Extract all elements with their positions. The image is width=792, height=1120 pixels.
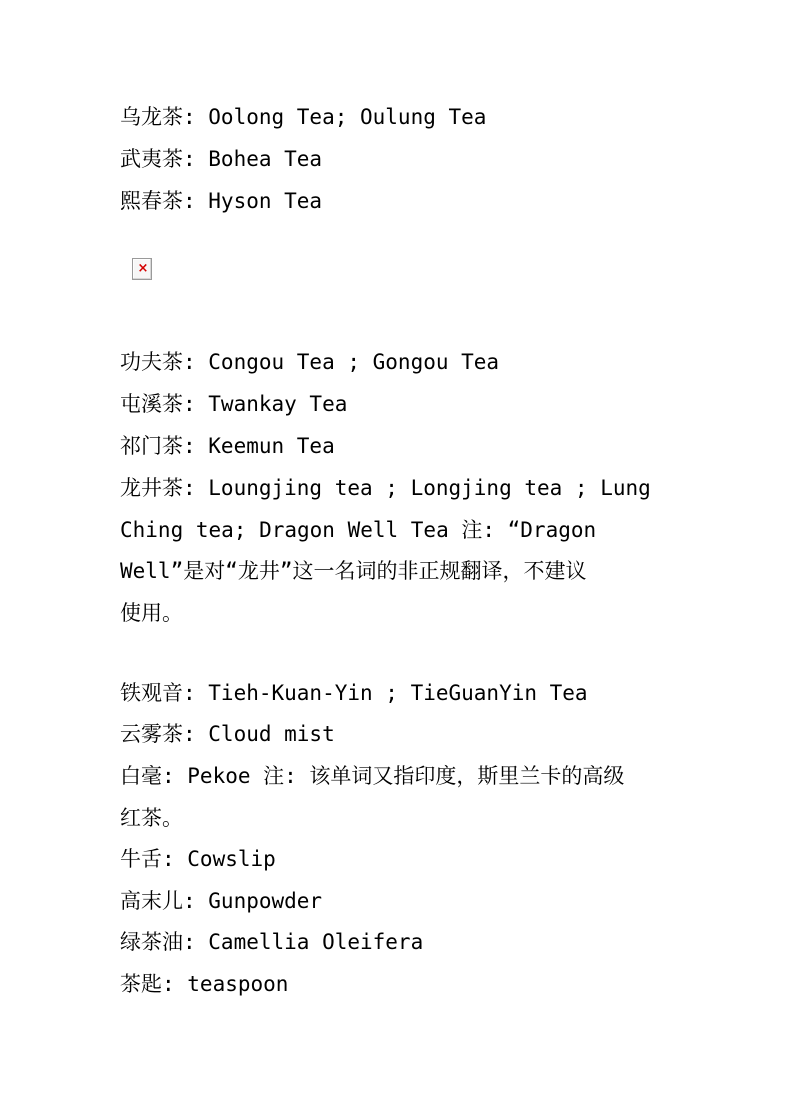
line-oolong-tea: 乌龙茶: Oolong Tea; Oulung Tea [120, 105, 487, 129]
line-tieguanyin-tea: 铁观音: Tieh-Kuan-Yin ; TieGuanYin Tea [120, 681, 588, 705]
line-keemun-tea: 祁门茶: Keemun Tea [120, 434, 335, 458]
line-twankay-tea: 屯溪茶: Twankay Tea [120, 392, 348, 416]
line-longjing-tea-2: Ching tea; Dragon Well Tea 注: “Dragon [120, 518, 597, 542]
line-congou-tea: 功夫茶: Congou Tea ; Gongou Tea [120, 350, 500, 374]
line-teaspoon: 茶匙: teaspoon [120, 972, 289, 996]
line-hyson-tea: 熙春茶: Hyson Tea [120, 189, 323, 213]
line-pekoe-2: 红茶。 [120, 806, 183, 830]
line-pekoe-1: 白毫: Pekoe 注: 该单词又指印度，斯里兰卡的高级 [120, 764, 625, 788]
line-cowslip: 牛舌: Cowslip [120, 847, 276, 871]
line-longjing-tea-1: 龙井茶: Loungjing tea ; Longjing tea ; Lung [120, 476, 651, 500]
line-camellia-oleifera: 绿茶油: Camellia Oleifera [120, 930, 424, 954]
line-gunpowder: 高末儿: Gunpowder [120, 889, 323, 913]
broken-image-x-icon: × [137, 261, 149, 276]
line-cloud-mist: 云雾茶: Cloud mist [120, 722, 335, 746]
line-longjing-tea-4: 使用。 [120, 601, 183, 625]
line-bohea-tea: 武夷茶: Bohea Tea [120, 147, 323, 171]
line-longjing-tea-3: Well”是对“龙井”这一名词的非正规翻译，不建议 [120, 559, 587, 583]
broken-image-icon [132, 258, 152, 280]
